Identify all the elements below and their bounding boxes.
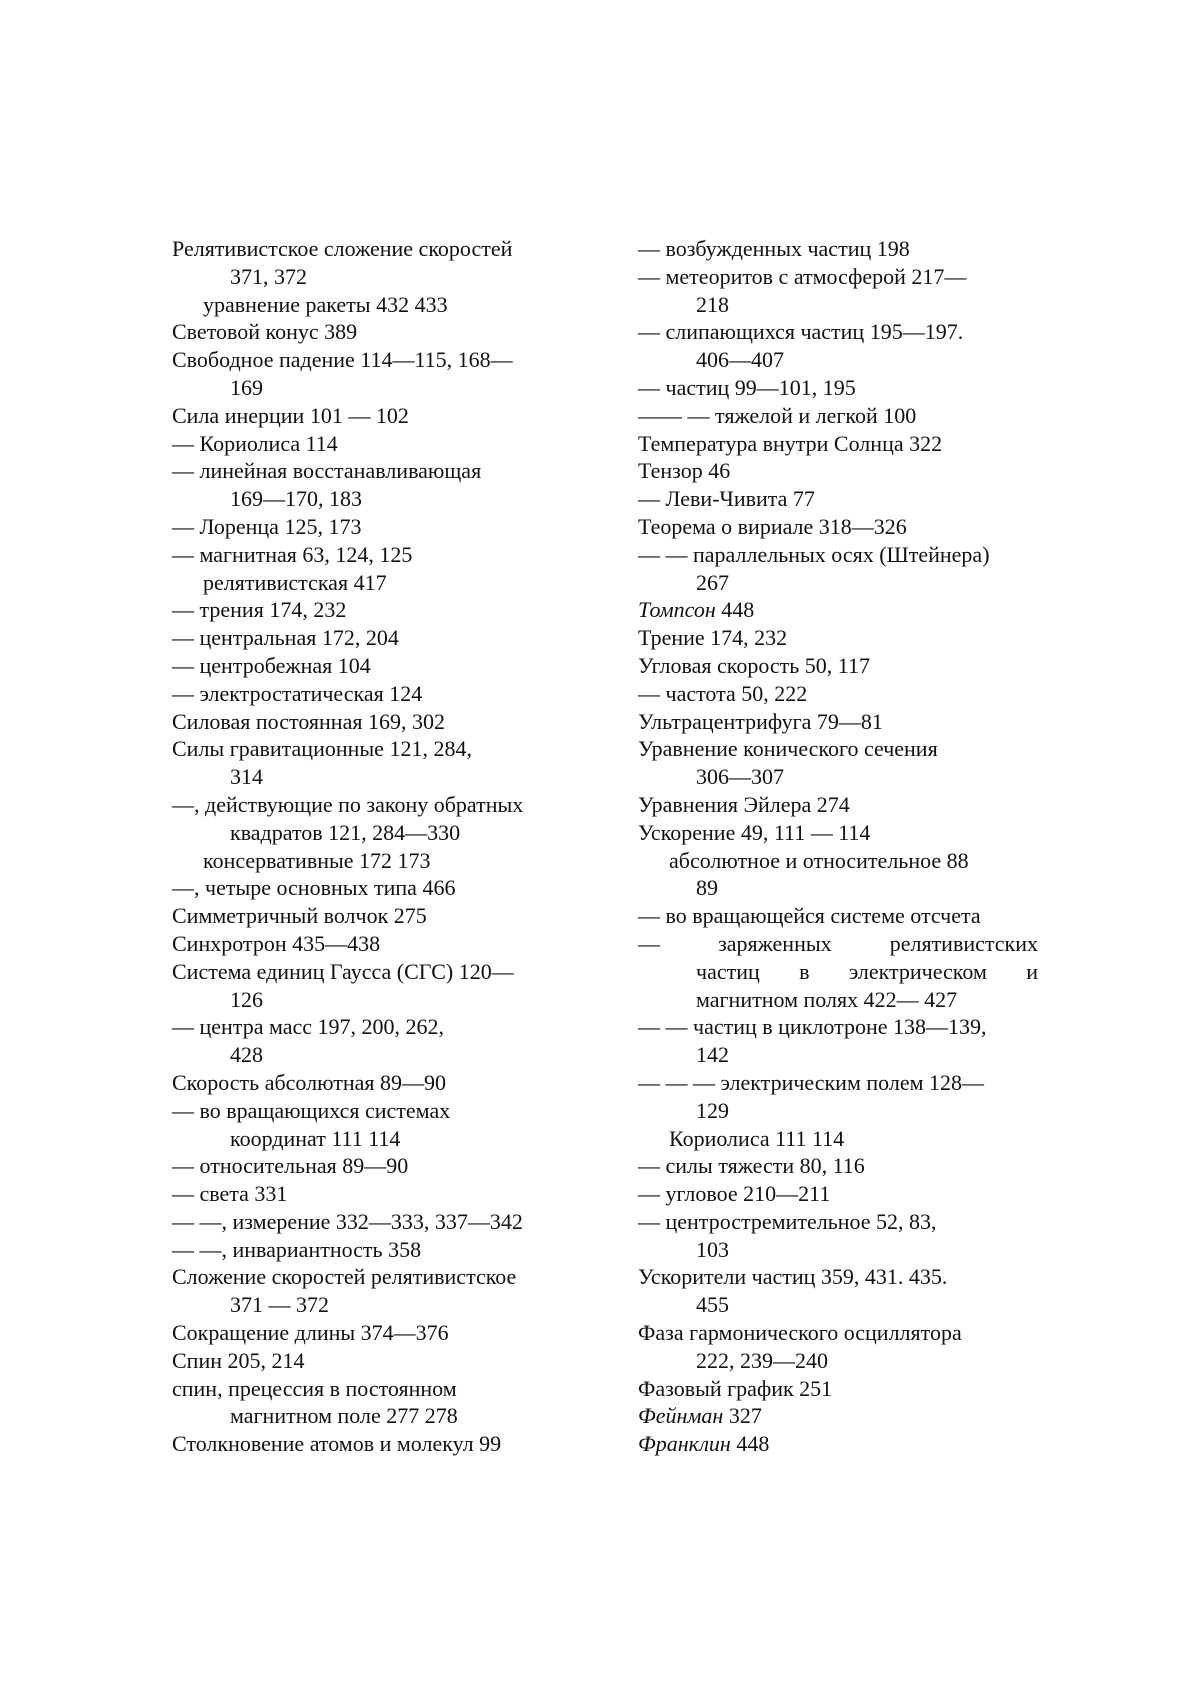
index-entry: [172, 1180, 577, 1208]
index-entry-text: — слипающихся частиц 195—197.: [638, 319, 964, 345]
index-entry: [638, 1069, 1038, 1097]
index-entry-text: магнитном полях 422— 427: [696, 986, 958, 1012]
index-entry-text: Угловая скорость 50, 117: [638, 652, 870, 678]
index-entry: [638, 346, 1038, 374]
index-entry-text: 371 — 372: [230, 1292, 329, 1318]
index-entry: [172, 318, 577, 346]
index-entry-text: — центральная 172, 204: [172, 625, 399, 651]
index-entry: [172, 1319, 577, 1347]
index-entry-text: — частиц 99—101, 195: [638, 374, 856, 400]
index-entry-text: —, четыре основных типа 466: [172, 875, 456, 901]
index-entry: [172, 1375, 577, 1403]
index-entry: [172, 847, 577, 875]
index-entry-text: 406—407: [696, 347, 784, 373]
index-entry-text: Ускорение 49, 111 — 114: [638, 819, 871, 845]
index-entry: [172, 1236, 577, 1264]
index-entry-text: 103: [696, 1236, 729, 1262]
index-entry-text: — — — электрическим полем 128—: [638, 1069, 985, 1095]
index-entry-text: — —, измерение 332—333, 337—342: [172, 1208, 523, 1234]
index-entry-text: — света 331: [172, 1181, 288, 1207]
index-entry-text: — магнитная 63, 124, 125: [172, 541, 413, 567]
index-entry-text: Температура внутри Солнца 322: [638, 430, 943, 456]
index-entry-pages: 327: [723, 1403, 762, 1429]
index-entry: [638, 541, 1038, 569]
index-entry: [172, 902, 577, 930]
index-entry: [638, 235, 1038, 263]
index-entry-text: Ускорители частиц 359, 431. 435.: [638, 1264, 948, 1290]
index-entry-text: — Леви-Чивита 77: [638, 486, 815, 512]
index-entry: [638, 1236, 1038, 1264]
index-entry-text: Фаза гармонического осциллятора: [638, 1320, 962, 1346]
index-entry: [638, 1152, 1038, 1180]
index-entry-text: Уравнения Эйлера 274: [638, 791, 850, 817]
index-entry: [638, 791, 1038, 819]
index-entry: [638, 569, 1038, 597]
index-entry: [638, 708, 1038, 736]
index-entry: [638, 291, 1038, 319]
index-entry-text: — Кориолиса 114: [172, 430, 338, 456]
index-entry: [172, 1097, 577, 1125]
index-entry-pages: 448: [730, 1431, 770, 1457]
index-entry: [172, 291, 577, 319]
index-entry-text: консервативные 172 173: [203, 847, 431, 873]
index-entry: [172, 513, 577, 541]
index-entry-text: Кориолиса 111 114: [669, 1125, 845, 1151]
index-entry-text: 142: [696, 1042, 729, 1068]
index-entry-text: 455: [696, 1292, 729, 1318]
index-entry: [172, 263, 577, 291]
index-entry-text: — электростатическая 124: [172, 680, 423, 706]
index-entry: [638, 763, 1038, 791]
index-entry-text: — —, инвариантность 358: [172, 1236, 422, 1262]
index-entry: [172, 1125, 577, 1153]
index-entry: [172, 596, 577, 624]
index-entry-text: координат 111 114: [230, 1125, 401, 1151]
index-entry: [638, 263, 1038, 291]
index-entry-text: 169: [230, 374, 263, 400]
index-entry-text: — — параллельных осях (Штейнера): [638, 541, 990, 567]
index-entry: [638, 819, 1038, 847]
index-entry: [638, 1180, 1038, 1208]
index-entry: [638, 1291, 1038, 1319]
index-entry-text: уравнение ракеты 432 433: [203, 291, 448, 317]
index-entry: [638, 1013, 1038, 1041]
index-entry-text: Столкновение атомов и молекул 99: [172, 1431, 502, 1457]
index-entry-text: — возбужденных частиц 198: [638, 236, 910, 261]
index-entry: [172, 652, 577, 680]
index-entry: [172, 624, 577, 652]
index-entry: [638, 1347, 1038, 1375]
index-entry: [638, 1041, 1038, 1069]
index-entry: [638, 874, 1038, 902]
index-entry-text: — во вращающейся системе отсчета: [638, 903, 981, 929]
index-entry: [172, 986, 577, 1014]
index-entry-text: — метеоритов с атмосферой 217—: [638, 263, 967, 289]
index-entry-text: 218: [696, 291, 729, 317]
index-entry: [638, 1319, 1038, 1347]
index-entry-text: Релятивистское сложение скоростей: [172, 236, 513, 261]
index-entry-text: квадратов 121, 284—330: [230, 819, 461, 845]
index-entry: [638, 1402, 1038, 1430]
index-entry-text: Синхротрон 435—438: [172, 930, 381, 956]
index-entry-text: частиц в электрическом и: [696, 958, 1038, 984]
index-entry-text: —, действующие по закону обратных: [172, 791, 524, 817]
index-entry-text: — частота 50, 222: [638, 680, 808, 706]
index-entry-text: 169—170, 183: [230, 486, 362, 512]
index-entry: [172, 235, 577, 263]
index-entry: [172, 930, 577, 958]
index-entry: [172, 708, 577, 736]
index-entry-text: магнитном поле 277 278: [230, 1403, 458, 1429]
index-entry: [638, 1375, 1038, 1403]
index-entry-text: абсолютное и относительное 88: [669, 847, 969, 873]
index-entry-text: Силы гравитационные 121, 284,: [172, 736, 472, 762]
index-entry-text: — Лоренца 125, 173: [172, 513, 362, 539]
index-entry-text: релятивистская 417: [203, 569, 387, 595]
index-entry: [638, 430, 1038, 458]
index-entry-text: 126: [230, 986, 263, 1012]
index-entry: [172, 763, 577, 791]
index-entry-text: 306—307: [696, 764, 784, 790]
index-entry-text: спин, прецессия в постоянном: [172, 1375, 457, 1401]
index-entry-pages: 448: [715, 597, 755, 623]
index-entry: [172, 735, 577, 763]
index-entry-text: — заряженных релятивистских: [638, 930, 1038, 956]
index-entry: [638, 1263, 1038, 1291]
index-entry-text: Силовая постоянная 169, 302: [172, 708, 445, 734]
index-entry-text: Сложение скоростей релятивистское: [172, 1264, 517, 1290]
index-entry-text: Спин 205, 214: [172, 1347, 305, 1373]
index-entry: [638, 958, 1038, 986]
index-entry-text: — центростремительное 52, 83,: [638, 1208, 937, 1234]
index-entry-text: 428: [230, 1042, 263, 1068]
index-entry: [172, 958, 577, 986]
index-entry-text: 129: [696, 1097, 729, 1123]
index-entry: [172, 402, 577, 430]
index-entry-text: — во вращающихся системах: [172, 1097, 451, 1123]
index-entry: [638, 652, 1038, 680]
index-entry: [172, 1208, 577, 1236]
index-entry: [172, 791, 577, 819]
index-entry-text: Тензор 46: [638, 458, 731, 484]
index-entry: [172, 541, 577, 569]
index-entry: [172, 680, 577, 708]
index-entry: [638, 318, 1038, 346]
index-entry-text: 267: [696, 569, 729, 595]
index-entry: [638, 513, 1038, 541]
index-entry-text: — угловое 210—211: [638, 1181, 831, 1207]
index-entry: [638, 735, 1038, 763]
index-entry-text: Ультрацентрифуга 79—81: [638, 708, 883, 734]
index-entry: [172, 1069, 577, 1097]
index-entry: [638, 680, 1038, 708]
index-entry: [638, 986, 1038, 1014]
index-entry: [172, 1263, 577, 1291]
index-entry: [638, 1430, 1038, 1458]
index-entry-text: — относительная 89—90: [172, 1153, 409, 1179]
index-column-left: [172, 235, 577, 1458]
index-entry: [172, 457, 577, 485]
index-entry-author: Томпсон: [638, 597, 716, 623]
index-entry: [638, 596, 1038, 624]
index-entry-text: —— — тяжелой и легкой 100: [638, 402, 917, 428]
index-entry: [638, 1097, 1038, 1125]
index-entry-text: — центробежная 104: [172, 652, 371, 678]
index-entry-text: 314: [230, 764, 263, 790]
index-entry-text: Свободное падение 114—115, 168—: [172, 347, 513, 373]
index-entry-text: 89: [696, 875, 718, 901]
index-entry: [172, 569, 577, 597]
index-entry: [638, 457, 1038, 485]
index-entry-text: Уравнение конического сечения: [638, 736, 938, 762]
index-entry-text: Сила инерции 101 — 102: [172, 402, 409, 428]
index-entry-author: Франклин: [638, 1431, 731, 1457]
index-entry: [172, 430, 577, 458]
index-entry-text: Трение 174, 232: [638, 625, 788, 651]
index-entry-text: — — частиц в циклотроне 138—139,: [638, 1014, 987, 1040]
index-entry: [638, 930, 1038, 958]
index-entry-text: Сокращение длины 374—376: [172, 1320, 449, 1346]
index-entry: [638, 902, 1038, 930]
index-entry: [638, 374, 1038, 402]
index-entry-text: Система единиц Гаусса (СГС) 120—: [172, 958, 514, 984]
index-entry-text: — силы тяжести 80, 116: [638, 1153, 865, 1179]
index-entry: [172, 1347, 577, 1375]
index-column-right: [638, 235, 1038, 1458]
index-entry-text: 371, 372: [230, 263, 307, 289]
index-entry-text: Световой конус 389: [172, 319, 358, 345]
index-entry: [172, 1402, 577, 1430]
index-entry-text: — трения 174, 232: [172, 597, 347, 623]
index-entry-text: Симметричный волчок 275: [172, 903, 427, 929]
index-entry-text: Фазовый график 251: [638, 1375, 833, 1401]
index-entry-text: 222, 239—240: [696, 1347, 828, 1373]
index-entry-text: — центра масс 197, 200, 262,: [172, 1014, 445, 1040]
index-entry: [172, 374, 577, 402]
index-entry: [638, 624, 1038, 652]
index-entry-text: — линейная восстанавливающая: [172, 458, 482, 484]
index-entry: [172, 1430, 577, 1458]
index-entry: [172, 819, 577, 847]
index-entry-text: Скорость абсолютная 89—90: [172, 1069, 447, 1095]
index-entry: [172, 1013, 577, 1041]
index-entry: [638, 1125, 1038, 1153]
index-entry: [638, 1208, 1038, 1236]
index-entry: [638, 485, 1038, 513]
index-entry-text: Теорема о вириале 318—326: [638, 513, 907, 539]
index-entry-author: Фейнман: [638, 1403, 724, 1429]
index-entry: [638, 402, 1038, 430]
index-entry: [172, 1041, 577, 1069]
index-entry: [172, 346, 577, 374]
index-entry: [638, 847, 1038, 875]
index-entry: [172, 1291, 577, 1319]
index-entry: [172, 874, 577, 902]
index-entry: [172, 1152, 577, 1180]
index-entry: [172, 485, 577, 513]
